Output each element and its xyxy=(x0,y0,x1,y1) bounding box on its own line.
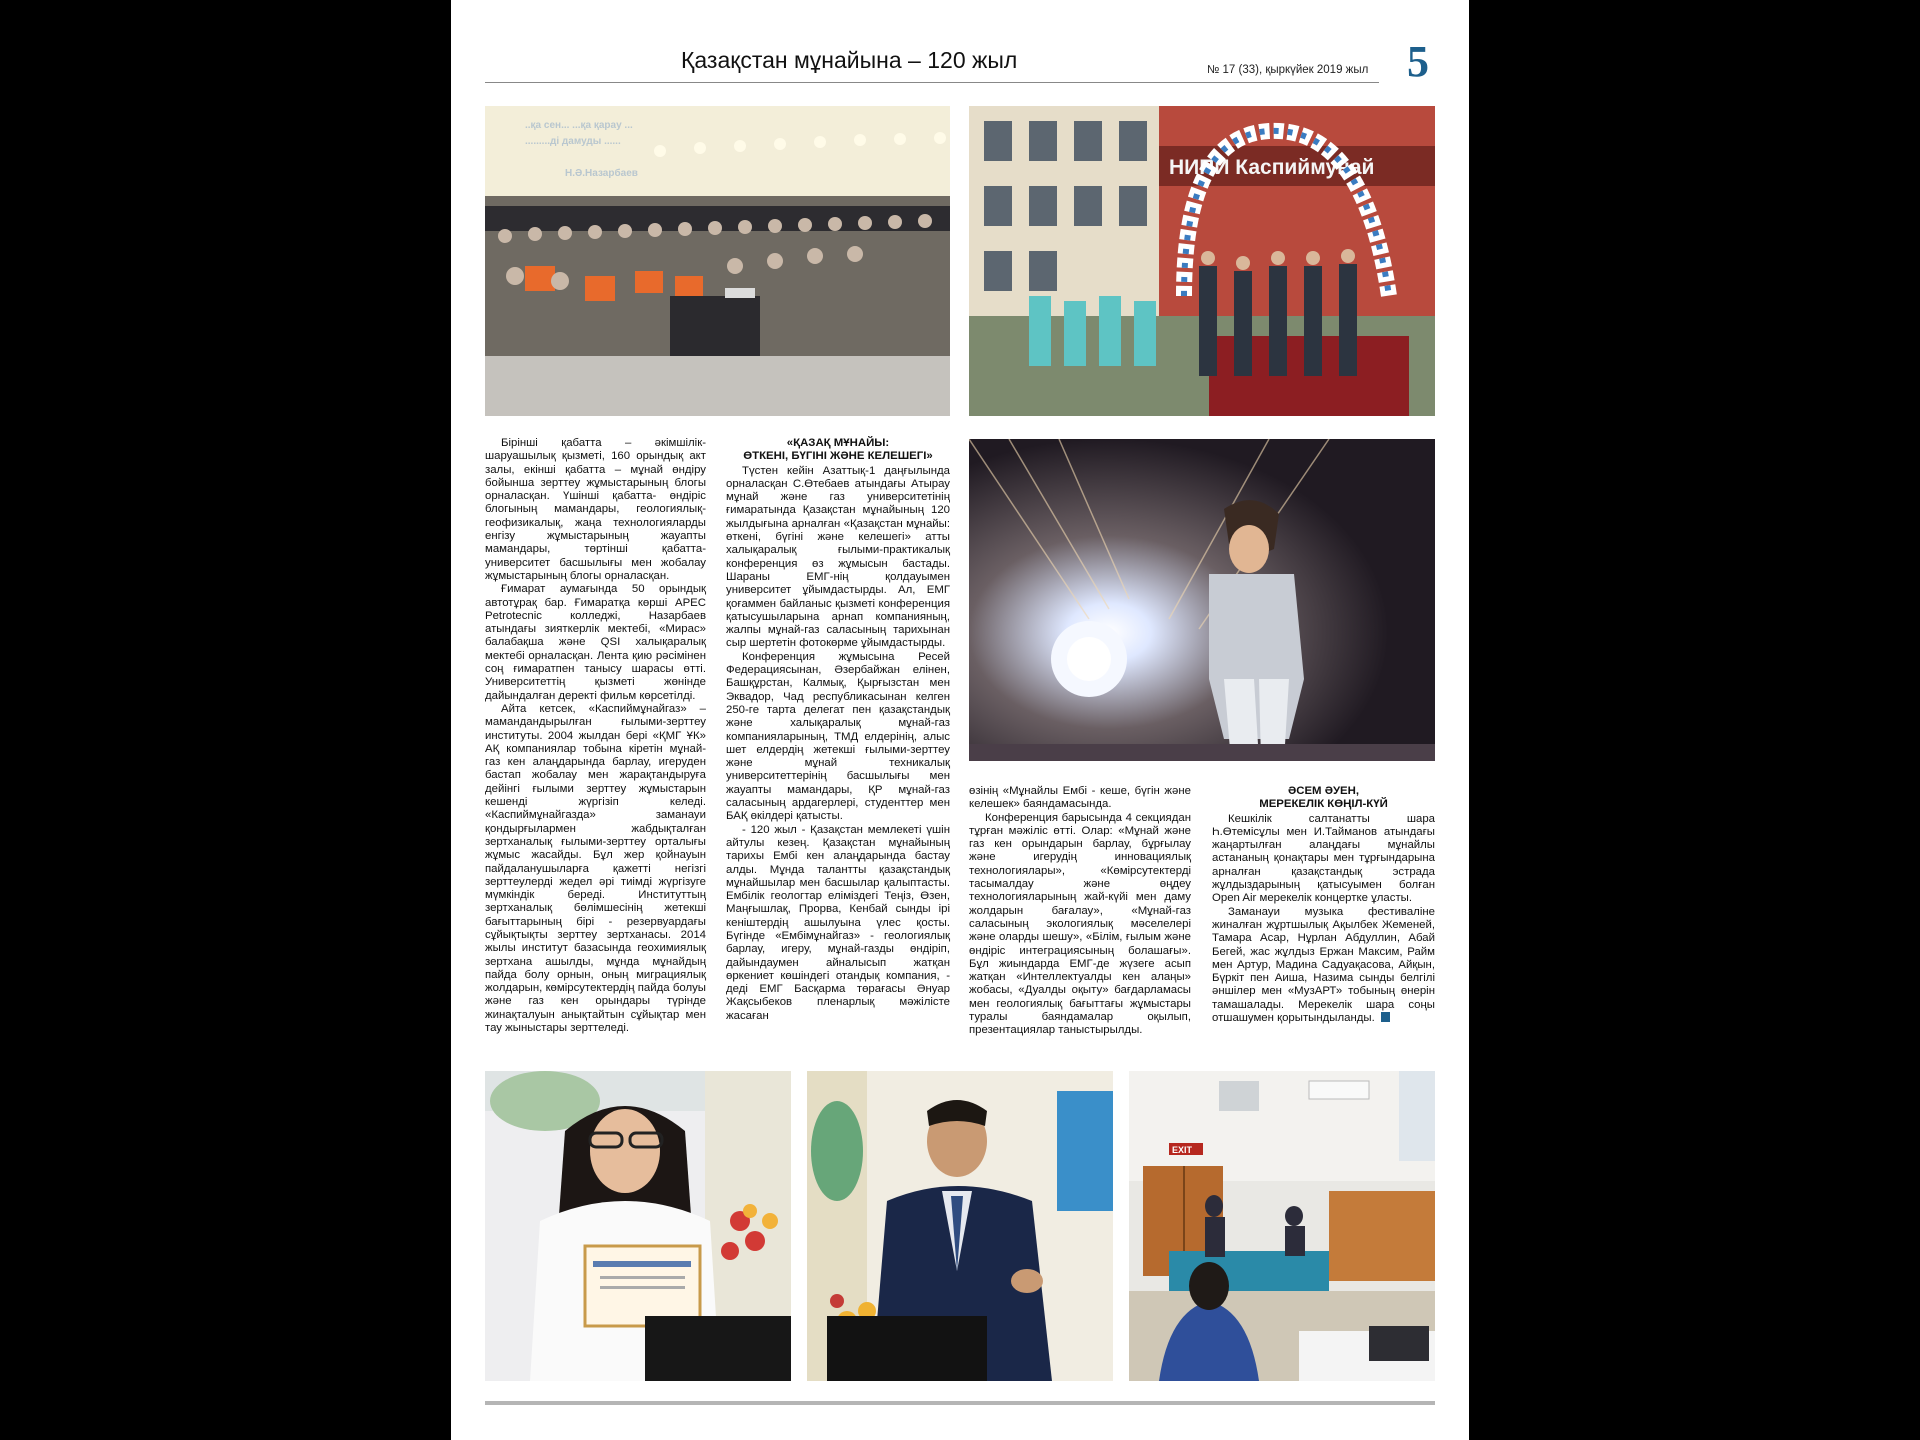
banner-text: Н.Ә.Назарбаев xyxy=(565,168,638,179)
section-heading xyxy=(726,437,950,464)
paragraph: өзінің «Мұнайлы Ембі - кеше, бүгін және келешек» баяндамасында. xyxy=(969,785,1191,811)
paragraph: Конференция барысында 4 секциядан тұрған мәжіліс өтті. Олар: «Мұнай және газ кен орындарын барлау, бұрғылау және игерудің инновациялық технологиялары», «Көмірсутектерді тасымалдау және өңдеу технологияларының жай-күйі мен даму жолдарын бағалау», «Мұнай-газ саласының экологиялық мәселелері және оларды шешу», «Білім, ғылым және өндіріс интеграциясының болашағы». Бұл жиындарда ЕМГ-де жүзеге асып жатқан «Интеллектуалды кен алаңы» жобасы, «Дуалды оқыту» бағдарламасы мен геологиялық бағыттағы жұмыстары туралы баяндамалар оқылып, презентациялар таныстырылды. xyxy=(969,811,1191,1037)
article-end-mark-icon xyxy=(1381,1012,1390,1022)
paragraph: - 120 жыл - Қазақстан мемлекеті үшін айтулы кезең. Қазақстан мұнайының тарихы Ембі кен алаңдарында бастау алды. Мұнда талантты қазақстандық мұнайшылар мен басшылар қалыптасты. Ембілік геологтар еліміздегі Теңіз, Өзен, Маңғышлақ, Прорва, Кенбай сынды ірі кеніштердің ашылуына үлес қосты. Бүгінде «Ембімұнайгаз» - геологиялық барлау, игеру, мұнай-газды өндіріп, дайындаумен айналысып жатқан өркениет көшіндегі отандық компания, - деді ЕМГ Басқарма төрағасы Әнуар Жақсыбеков пленарлық мәжілісте жасаған xyxy=(726,823,950,1022)
section-heading xyxy=(1212,785,1435,812)
paragraph: Ғимарат аумағында 50 орындық автотұрақ бар. Ғимаратқа көрші APEC Petrotecnic колледжі, Назарбаев атындағы зияткерлік мектебі, «Мирас» балабақша және QSI халықаралық мектебі орналасқан. Лента қию рәсімінен соң ғимаратпен танысу шарасы өтті. Университеттің қызметі жөнінде дайындалған деректі фильм көрсетілді. xyxy=(485,583,706,702)
paragraph xyxy=(1212,906,1435,1026)
issue-number: № 17 (33), қыркүйек 2019 жыл xyxy=(1207,64,1369,76)
photo-concert-singer xyxy=(969,439,1435,761)
svg-text:..қа сен... ...қа қарау ...: ..қа сен... ...қа қарау ... xyxy=(525,120,633,131)
article-column-3 xyxy=(969,785,1191,1038)
page-number: 5 xyxy=(1407,37,1429,86)
exit-sign: EXIT xyxy=(1172,1145,1193,1155)
building-sign: НИПИ Каспиймунай xyxy=(1169,156,1375,179)
paragraph: Айта кетсек, «Каспиймұнайгаз» – мамандандырылған ғылыми-зерттеу институты. 2004 жылдан бері «ҚМГ ҰК» АҚ компаниялар тобына кіретін мұнай-газ кен алаңдарында барлау, игеруден бастап жобалау мен жарақтандыруға дейінгі ғылыми зерттеу жұмыстарын кешенді жүргізіп келеді. «Каспиймұнайгазда» заманауи қондырғылармен жабдықталған зертханалық ғылыми-зерттеу орталығы жұмыс жасайды. Бұл жер қойнауын пайдаланушыларға қажетті негізгі зерттеулерді жедел әрі тиімді жүргізуге мүмкіндік береді. Институттың зертханалық бөлімшесінің жетекші бағыттарының бірі - резервуардағы сұйықтықты зерттеу зертханасы. 2014 жылы институт базасында геохимиялық зертхана ашылды, мұнда мұнайдың пайда болу орнын, оның миграциялық жолдарын, көмірсутектердің пайда болуы және газ кен орындары түрінде жинақталуын анықтайтын сұйықтар мен тау жыныстары зерттеледі. xyxy=(485,702,706,1035)
paragraph: Түстен кейін Азаттық-1 даңғылында орналасқан С.Өтебаев атындағы Атырау мұнай және газ университетінің ғимаратында Қазақстан мұнайының 120 жылдығына арналған «Қазақстан мұнайы: өткені, бүгіні және келешегі» атты халықаралық ғылыми-практикалық конференция өз жұмысын бастады. Шараны ЕМГ-нің қолдауымен университет ұйымдастырды. Ал, ЕМГ қоғаммен байланыс қызметі конференция қатысушыларына арнап компанияның, жалпы мұнай-газ саласының тарихынан сыр шертетін фотокөрме ұйымдастырды. xyxy=(726,464,950,650)
photo-man-presenting xyxy=(807,1071,1113,1381)
header-rule xyxy=(485,82,1379,83)
svg-text:.........ді дамуды ......: .........ді дамуды ...... xyxy=(525,136,621,147)
paragraph: Конференция жұмысына Ресей Федерациясынан, Әзербайжан елінен, Башқұрстан, Калмық, Қырғызстан мен Эквадор, Чад республикасынан келген 250-ге тарта делегат пен қазақстандық және халықаралық мұнай-газ компанияларының, ТМД елдерінің, алыс шет елдердің жетекші ғылыми-зерттеу және мұнай техникалық университеттерінің басшылығы мен жауапты мамандары, ҚР мұнай-газ саласының ардагерлері, студенттер мен БАҚ өкілдері қатысты. xyxy=(726,650,950,823)
newspaper-page xyxy=(451,0,1469,1440)
paragraph: Кешкілік салтанатты шара Һ.Өтемісұлы мен И.Тайманов атындағы жаңартылған алаңдағы мұнайлы астананың қонақтары мен тұрғындарына арналған қазақстандық эстрада жұлдыздарының қатысуымен болған Open Air мерекелік концертке ұласты. xyxy=(1212,812,1435,905)
paragraph-text: Заманауи музыка фестиваліне жиналған жұртшылық Ақылбек Жеменей, Тамара Асар, Нұрлан Абдуллин, Абай Бегей, жас жұлдыз Ержан Максим, Райм мен Артур, Мадина Садуақасова, Айқын, Бүркіт пен Аиша, Назима сынды белгілі әншілер мен «МузАРТ» тобының өнерін тамашалады. Мерекелік шара соңы отшашумен қорытындыланды. xyxy=(1212,905,1435,1025)
article-column-2 xyxy=(726,437,950,1023)
heading-line-2: МЕРЕКЕЛІК КӨҢІЛ-КҮЙ xyxy=(1259,798,1388,811)
paragraph: Бірінші қабатта – әкімшілік-шаруашылық қызметі, 160 орындық акт залы, екінші қабатта – мұнай өндіру бойынша зерттеу жұмыстарының блогы орналасқан. Үшінші қабатта- өндіріс блогының мамандары, геологиялық-геофизикалық, жаңа технологияларды енгізу жұмыстарының жауапты мамандары, төртінші қабатта- университет басшылығы мен жобалау жұмыстарының блогы орналасқан. xyxy=(485,437,706,582)
photo-auditorium xyxy=(485,106,950,416)
photo-building-opening xyxy=(969,106,1435,416)
heading-line-2: ӨТКЕНІ, БҮГІНІ ЖӘНЕ КЕЛЕШЕГІ» xyxy=(743,450,933,463)
heading-line-1: ӘСЕМ ӘУЕН, xyxy=(1287,785,1360,797)
page-header-title: Қазақстан мұнайына – 120 жыл xyxy=(681,47,1018,73)
footer-rule xyxy=(485,1401,1435,1405)
photo-seminar-room xyxy=(1129,1071,1435,1381)
article-column-1 xyxy=(485,437,706,1035)
photo-woman-certificate xyxy=(485,1071,791,1381)
heading-line-1: «ҚАЗАҚ МҰНАЙЫ: xyxy=(786,437,890,449)
article-column-4 xyxy=(1212,785,1435,1025)
